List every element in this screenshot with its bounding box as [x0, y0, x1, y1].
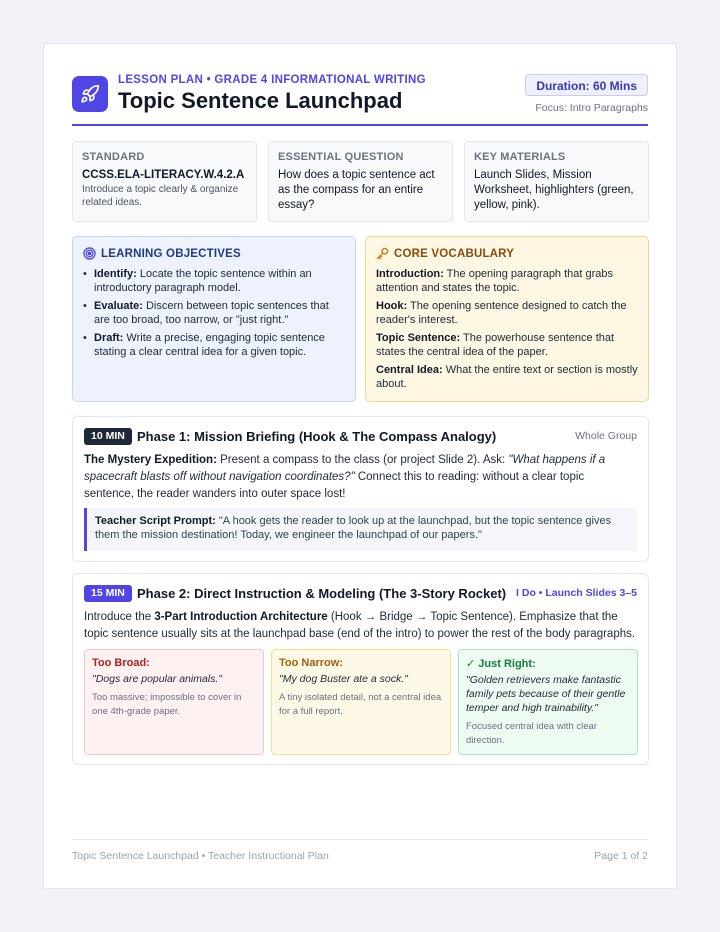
- phase-2-time-badge: 15 MIN: [84, 585, 132, 602]
- key-materials-label: KEY MATERIALS: [474, 151, 566, 163]
- list-item: [376, 299, 638, 327]
- vocab-definition: The opening sentence designed to catch the reader's interest.: [376, 300, 627, 326]
- learning-objectives-heading: [83, 247, 345, 260]
- key-materials-text: Launch Slides, Mission Worksheet, highlighters (green, yellow, pink).: [474, 169, 634, 211]
- objective-term: Identify:: [94, 268, 137, 280]
- list-item: [376, 331, 638, 359]
- too-broad-note: Too massive; impossible to cover in one 4th-grade paper.: [92, 692, 242, 717]
- vocab-term: Topic Sentence:: [376, 332, 461, 344]
- objective-term: Evaluate:: [94, 300, 143, 312]
- list-item: [83, 299, 345, 327]
- too-broad-example: "Dogs are popular animals.": [92, 673, 223, 685]
- phase-2-text-b: (Hook → Bridge → Topic Sentence). Emphasize that the topic sentence usually sits at the launchpad base (end of the intro) to power the rest of the body paragraphs.: [84, 611, 636, 640]
- core-vocabulary-box: [365, 236, 649, 402]
- too-narrow-card: [271, 649, 451, 755]
- teacher-script-prompt: [84, 508, 637, 551]
- phase-2-title: Phase 2: Direct Instruction & Modeling (The 3-Story Rocket): [137, 586, 507, 601]
- too-narrow-note: A tiny isolated detail, not a central idea for a full report.: [279, 692, 442, 717]
- duration-badge: Duration: 60 Mins: [525, 74, 648, 96]
- just-right-note: Focused central idea with clear direction.: [466, 721, 597, 746]
- too-broad-label: Too Broad:: [92, 657, 150, 669]
- standard-card: [72, 141, 257, 222]
- standard-code: CCSS.ELA-LITERACY.W.4.2.A: [82, 169, 245, 181]
- core-vocabulary-heading: [376, 247, 638, 260]
- phase-2-body: [84, 609, 637, 643]
- vocab-definition: The powerhouse sentence that states the central idea of the paper.: [376, 332, 615, 358]
- phase-1-lead: The Mystery Expedition:: [84, 454, 217, 466]
- objective-text: Write a precise, engaging topic sentence stating a clear central idea for a given topic.: [94, 332, 325, 358]
- objectives-list: [83, 267, 345, 359]
- phase-1-text-a: Present a compass to the class (or project Slide 2). Ask:: [216, 454, 509, 466]
- phase-1-text-b: Connect this to reading: without a clear topic sentence, the reader wanders into outer space lost!: [84, 471, 585, 500]
- vocab-term: Central Idea:: [376, 364, 443, 376]
- phase-2-grouping: I Do • Launch Slides 3–5: [516, 587, 637, 599]
- script-label: Teacher Script Prompt:: [95, 515, 216, 527]
- phase-1-card: [72, 416, 649, 562]
- phase-1-header: [84, 428, 637, 446]
- just-right-example: "Golden retrievers make fantastic family pets because of their gentle temper and high trainability.": [466, 674, 626, 714]
- essential-question-text: How does a topic sentence act as the compass for an entire essay?: [278, 169, 435, 211]
- phase-1-quote: "What happens if a spacecraft blasts off without navigation coordinates?": [84, 454, 606, 483]
- key-materials-card: [464, 141, 649, 222]
- list-item: [83, 331, 345, 359]
- too-narrow-example: "My dog Buster ate a sock.": [279, 673, 408, 685]
- vocab-definition: What the entire text or section is mostly about.: [376, 364, 638, 390]
- vocab-term: Hook:: [376, 300, 408, 312]
- too-narrow-label: Too Narrow:: [279, 657, 343, 669]
- key-icon: [376, 247, 389, 260]
- phase-2-header: [84, 585, 637, 603]
- page-number: Page 1 of 2: [594, 850, 648, 862]
- list-item: [376, 267, 638, 295]
- essential-question-label: ESSENTIAL QUESTION: [278, 151, 404, 163]
- focus-label: Focus: Intro Paragraphs: [535, 102, 648, 114]
- objective-term: Draft:: [94, 332, 124, 344]
- essential-question-card: [268, 141, 453, 222]
- list-item: [376, 363, 638, 391]
- core-vocabulary-title: CORE VOCABULARY: [394, 247, 515, 260]
- phase-2-card: [72, 573, 649, 765]
- vocab-definition: The opening paragraph that grabs attention and states the topic.: [376, 268, 614, 294]
- vocab-term: Introduction:: [376, 268, 444, 280]
- standard-description: Introduce a topic clearly & organize related ideas.: [82, 184, 239, 208]
- lesson-eyebrow: LESSON PLAN • GRADE 4 INFORMATIONAL WRITING: [118, 74, 426, 86]
- just-right-label: ✓ Just Right:: [466, 658, 536, 670]
- footer-title: Topic Sentence Launchpad • Teacher Instructional Plan: [72, 850, 329, 862]
- page-header: [72, 74, 648, 126]
- phase-2-text-a: Introduce the: [84, 611, 155, 623]
- learning-objectives-title: LEARNING OBJECTIVES: [101, 247, 241, 260]
- learning-objectives-box: [72, 236, 356, 402]
- standard-label: STANDARD: [82, 151, 145, 163]
- just-right-card: [458, 649, 638, 755]
- lesson-plan-page: [43, 43, 677, 889]
- phase-2-architecture: 3-Part Introduction Architecture: [154, 611, 328, 623]
- target-icon: [83, 247, 96, 260]
- rocket-icon: [72, 76, 108, 112]
- script-text: "A hook gets the reader to look up at the launchpad, but the topic sentence gives them the mission destination! Today, we engineer the launchpad of our papers.": [95, 515, 612, 541]
- objective-text: Discern between topic sentences that are too broad, too narrow, or "just right.": [94, 300, 329, 326]
- list-item: [83, 267, 345, 295]
- phase-1-time-badge: 10 MIN: [84, 428, 132, 445]
- phase-1-grouping: Whole Group: [575, 430, 637, 442]
- objective-text: Locate the topic sentence within an introductory paragraph model.: [94, 268, 312, 294]
- phase-1-body: [84, 452, 637, 503]
- too-broad-card: [84, 649, 264, 755]
- page-title: Topic Sentence Launchpad: [118, 88, 403, 113]
- page-footer: [72, 839, 648, 862]
- phase-1-title: Phase 1: Mission Briefing (Hook & The Compass Analogy): [137, 429, 497, 444]
